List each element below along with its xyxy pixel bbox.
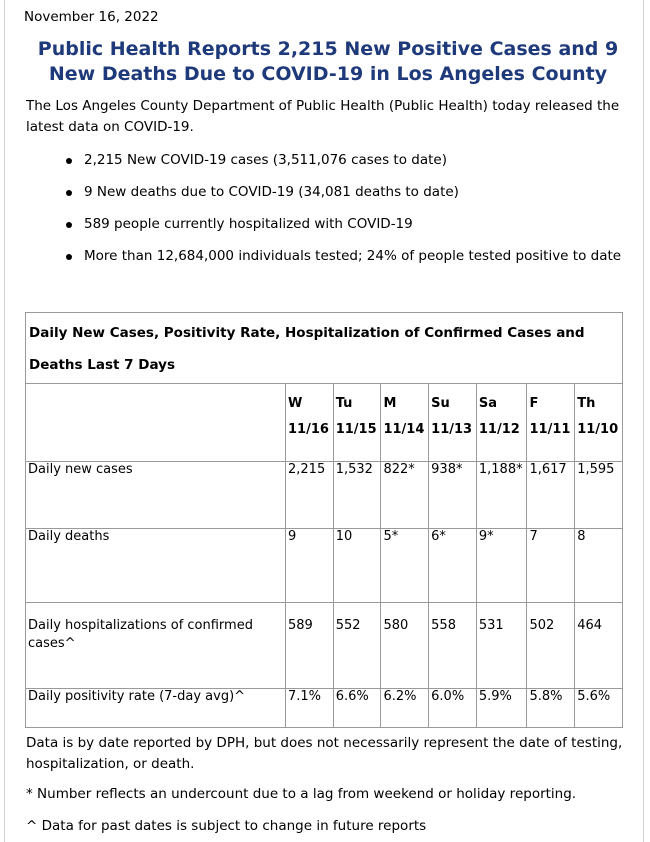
table-cell: 5.6% bbox=[575, 689, 623, 728]
summary-item-cases: 2,215 New COVID-19 cases (3,511,076 cases to date) bbox=[64, 149, 621, 181]
table-row bbox=[26, 603, 623, 689]
column-day: Su bbox=[431, 396, 450, 411]
row-label: Daily positivity rate (7-day avg)^ bbox=[26, 689, 286, 728]
table-cell: 1,532 bbox=[333, 462, 381, 529]
column-date: 11/13 bbox=[431, 422, 473, 437]
table-cell: 558 bbox=[429, 603, 477, 689]
column-date: 11/10 bbox=[577, 422, 619, 437]
table-row bbox=[26, 462, 623, 529]
summary-item-tested: More than 12,684,000 individuals tested; 24% of people tested positive to date bbox=[64, 245, 621, 277]
page-title: Public Health Reports 2,215 New Positive Cases and 9 New Deaths Due to COVID-19 in Los Angeles County bbox=[37, 38, 619, 85]
table-cell: 5* bbox=[381, 529, 429, 603]
table-cell: 938* bbox=[429, 462, 477, 529]
summary-item-deaths: 9 New deaths due to COVID-19 (34,081 deaths to date) bbox=[64, 181, 621, 213]
column-day: F bbox=[529, 396, 539, 411]
table-cell: 1,188* bbox=[476, 462, 527, 529]
column-header bbox=[381, 384, 429, 462]
table-cell: 8 bbox=[575, 529, 623, 603]
column-header bbox=[429, 384, 477, 462]
table-cell: 1,595 bbox=[575, 462, 623, 529]
table-cell: 822* bbox=[381, 462, 429, 529]
table-cell: 589 bbox=[286, 603, 334, 689]
column-header bbox=[333, 384, 381, 462]
row-label: Daily hospitalizations of confirmed cases^ bbox=[26, 603, 286, 689]
column-day: M bbox=[383, 396, 397, 411]
table-cell: 9 bbox=[286, 529, 334, 603]
table-cell: 464 bbox=[575, 603, 623, 689]
column-date: 11/16 bbox=[288, 422, 329, 437]
column-day: W bbox=[288, 396, 303, 411]
table-cell: 6.2% bbox=[381, 689, 429, 728]
table-header-row bbox=[26, 384, 623, 462]
table-cell: 552 bbox=[333, 603, 381, 689]
daily-data-table bbox=[25, 312, 623, 728]
column-date: 11/15 bbox=[335, 422, 377, 437]
intro-paragraph: The Los Angeles County Department of Public Health (Public Health) today released the latest data on COVID-19. bbox=[26, 98, 620, 135]
column-date: 11/11 bbox=[529, 422, 571, 437]
row-label: Daily new cases bbox=[26, 462, 286, 529]
table-cell: 5.8% bbox=[527, 689, 575, 728]
column-date: 11/14 bbox=[383, 422, 425, 437]
footnote-reporting: Data is by date reported by DPH, but does not necessarily represent the date of testing, hospitalization, or death. bbox=[26, 735, 623, 772]
table-cell: 5.9% bbox=[476, 689, 527, 728]
table-cell: 6* bbox=[429, 529, 477, 603]
column-header bbox=[575, 384, 623, 462]
table-cell: 1,617 bbox=[527, 462, 575, 529]
column-header bbox=[286, 384, 334, 462]
table-cell: 10 bbox=[333, 529, 381, 603]
table-cell: 7 bbox=[527, 529, 575, 603]
column-day: Th bbox=[577, 396, 596, 411]
row-label: Daily deaths bbox=[26, 529, 286, 603]
footnote-subject-to-change: ^ Data for past dates is subject to change in future reports bbox=[26, 818, 427, 834]
table-cell: 580 bbox=[381, 603, 429, 689]
summary-item-hospitalized: 589 people currently hospitalized with COVID-19 bbox=[64, 213, 621, 245]
column-date: 11/12 bbox=[478, 422, 520, 437]
table-cell: 531 bbox=[476, 603, 527, 689]
table-cell: 6.0% bbox=[429, 689, 477, 728]
summary-list bbox=[64, 149, 621, 277]
table-cell: 9* bbox=[476, 529, 527, 603]
header-empty-cell bbox=[26, 384, 286, 462]
table-cell: 2,215 bbox=[286, 462, 334, 529]
table-cell: 6.6% bbox=[333, 689, 381, 728]
table-cell: 7.1% bbox=[286, 689, 334, 728]
column-day: Sa bbox=[478, 396, 498, 411]
table-caption: Daily New Cases, Positivity Rate, Hospitalization of Confirmed Cases and Deaths Last 7 Days bbox=[26, 313, 623, 384]
table-row bbox=[26, 689, 623, 728]
table-row bbox=[26, 529, 623, 603]
column-header bbox=[527, 384, 575, 462]
column-day: Tu bbox=[335, 396, 353, 411]
publish-date: November 16, 2022 bbox=[24, 9, 159, 25]
footnote-undercount: * Number reflects an undercount due to a lag from weekend or holiday reporting. bbox=[26, 786, 577, 802]
column-header bbox=[476, 384, 527, 462]
table-cell: 502 bbox=[527, 603, 575, 689]
